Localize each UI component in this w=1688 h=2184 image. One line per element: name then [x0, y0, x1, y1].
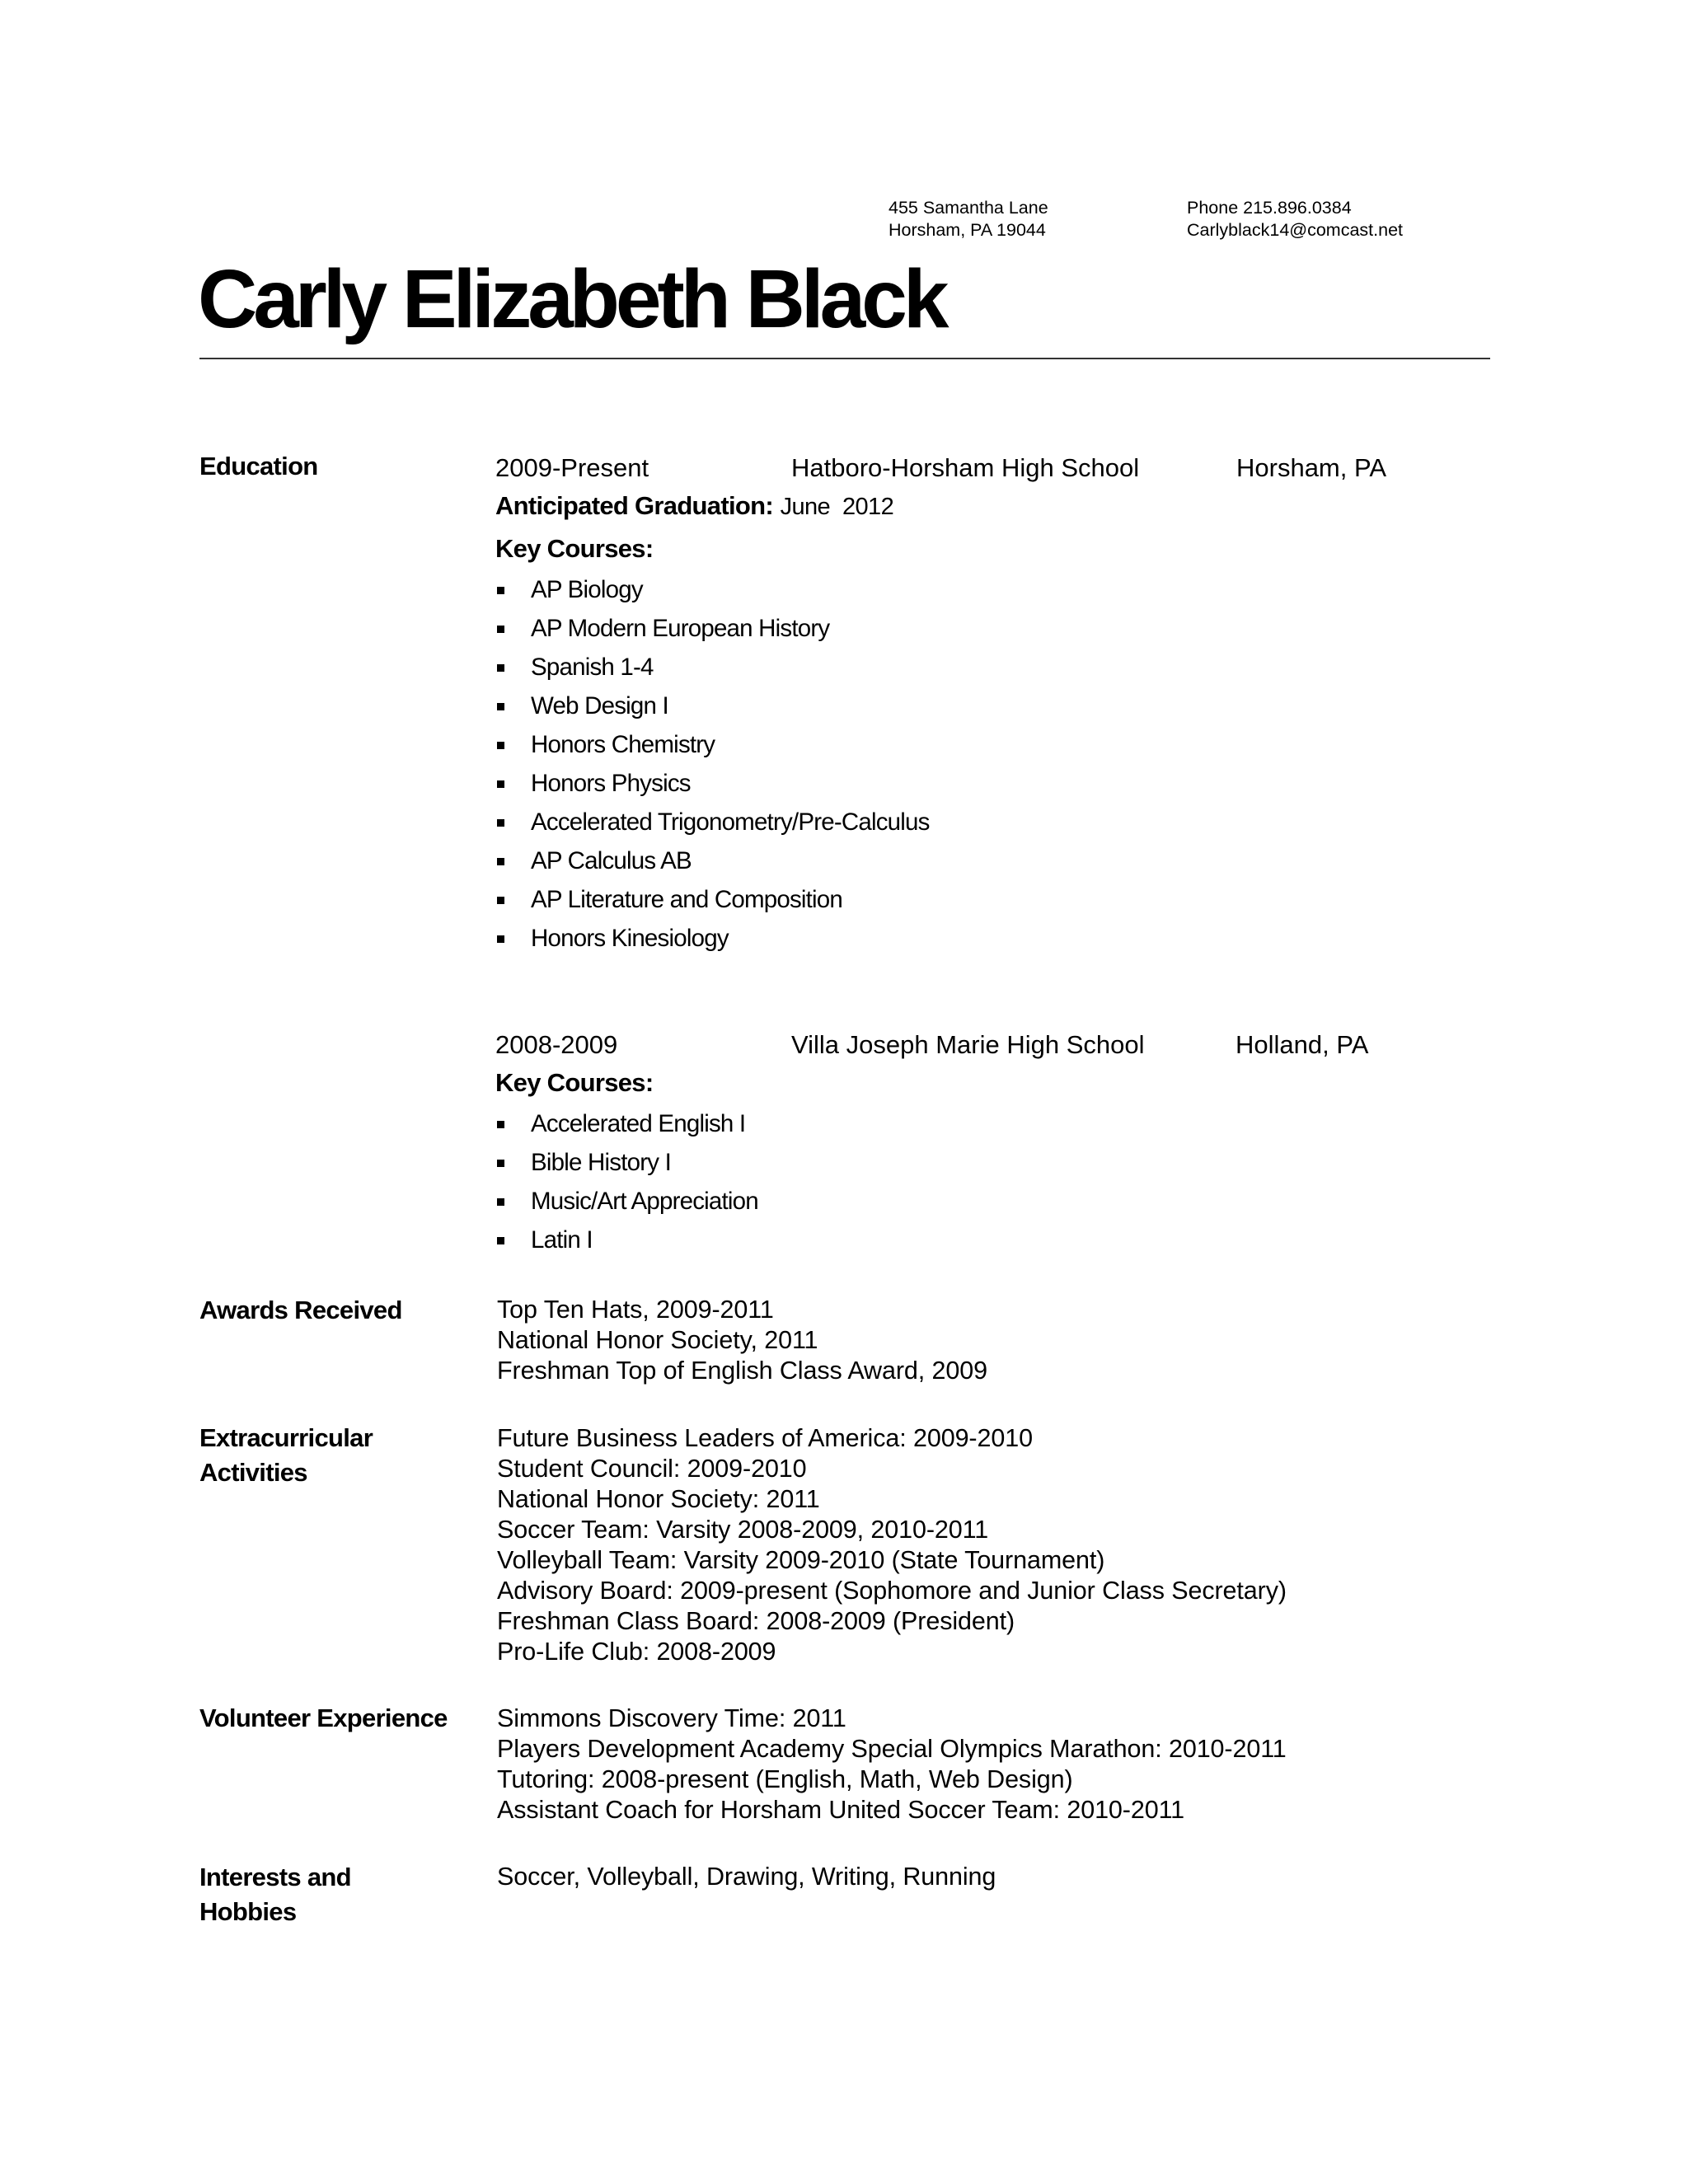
course-item — [491, 687, 930, 725]
volunteer-list — [497, 1704, 1287, 1825]
volunteer-label: Volunteer Experience — [199, 1704, 448, 1732]
bullet-icon — [497, 664, 504, 672]
course-name: Bible History I — [531, 1149, 671, 1176]
course-name: AP Literature and Composition — [531, 886, 843, 913]
course-item — [491, 841, 930, 880]
course-name: AP Modern European History — [531, 615, 830, 642]
course-item — [491, 609, 930, 648]
bullet-icon — [497, 703, 504, 710]
activity-item: Student Council: 2009-2010 — [497, 1455, 807, 1483]
bullet-icon — [497, 1121, 504, 1128]
course-item — [491, 1182, 758, 1221]
volunteer-item: Assistant Coach for Horsham United Soccer Team: 2010-2011 — [497, 1796, 1185, 1824]
bullet-icon — [497, 1160, 504, 1167]
course-item — [491, 1104, 758, 1143]
school1-location: Horsham, PA — [1236, 453, 1387, 482]
volunteer-item: Simmons Discovery Time: 2011 — [497, 1704, 846, 1732]
interests-label-line-2: Hobbies — [199, 1897, 297, 1926]
course-name: Honors Kinesiology — [531, 925, 729, 952]
bullet-icon — [497, 1198, 504, 1206]
course-name: Honors Chemistry — [531, 731, 715, 758]
bullet-icon — [497, 587, 504, 594]
graduation-value: June 2012 — [780, 494, 894, 520]
awards-label: Awards Received — [199, 1296, 402, 1324]
course-name: Accelerated English I — [531, 1110, 746, 1137]
extracurricular-label-line-2: Activities — [199, 1458, 307, 1487]
bullet-icon — [497, 780, 504, 788]
course-name: Honors Physics — [531, 770, 691, 797]
bullet-icon — [497, 897, 504, 904]
course-item — [491, 725, 930, 764]
activity-item: Pro-Life Club: 2008-2009 — [497, 1638, 776, 1666]
contact-block — [1187, 197, 1403, 241]
course-item — [491, 648, 930, 687]
school2-courses-label: Key Courses: — [495, 1068, 654, 1097]
graduation-label: Anticipated Graduation: — [495, 491, 773, 520]
bullet-icon — [497, 935, 504, 943]
header-divider — [199, 358, 1490, 359]
graduation-line — [495, 489, 893, 524]
course-name: Spanish 1-4 — [531, 654, 654, 681]
award-item: Freshman Top of English Class Award, 2009 — [497, 1357, 987, 1385]
school2-name: Villa Joseph Marie High School — [791, 1030, 1145, 1059]
activity-item: Volleyball Team: Varsity 2009-2010 (State Tournament) — [497, 1546, 1105, 1574]
volunteer-item: Players Development Academy Special Olympics Marathon: 2010-2011 — [497, 1735, 1287, 1763]
school1-name: Hatboro-Horsham High School — [791, 453, 1140, 482]
education-label: Education — [199, 452, 318, 480]
award-item: Top Ten Hats, 2009-2011 — [497, 1296, 774, 1324]
school1-years: 2009-Present — [495, 453, 649, 482]
course-item — [491, 764, 930, 803]
address-line-2: Horsham, PA 19044 — [889, 220, 1046, 240]
activity-item: National Honor Society: 2011 — [497, 1485, 820, 1513]
volunteer-item: Tutoring: 2008-present (English, Math, Web Design) — [497, 1765, 1073, 1793]
activity-item: Future Business Leaders of America: 2009-2010 — [497, 1424, 1033, 1452]
award-item: National Honor Society, 2011 — [497, 1326, 818, 1354]
address-block — [889, 197, 1048, 241]
interests-list — [497, 1862, 996, 1892]
bullet-icon — [497, 858, 504, 865]
bullet-icon — [497, 819, 504, 827]
email-address: Carlyblack14@comcast.net — [1187, 220, 1404, 240]
extracurricular-label-line-1: Extracurricular — [199, 1423, 373, 1452]
course-name: Accelerated Trigonometry/Pre-Calculus — [531, 808, 930, 836]
course-name: AP Biology — [531, 576, 643, 603]
course-item — [491, 1221, 758, 1259]
school1-course-list — [491, 570, 930, 958]
interests-label-line-1: Interests and — [199, 1863, 351, 1891]
resume-name: Carly Elizabeth Black — [198, 253, 945, 345]
activity-item: Freshman Class Board: 2008-2009 (President) — [497, 1607, 1015, 1635]
awards-list — [497, 1295, 987, 1386]
bullet-icon — [497, 1237, 504, 1244]
school1-courses-label: Key Courses: — [495, 534, 654, 563]
phone-number: Phone 215.896.0384 — [1187, 198, 1352, 218]
course-item — [491, 880, 930, 919]
course-item — [491, 803, 930, 841]
course-item — [491, 919, 930, 958]
school2-location: Holland, PA — [1236, 1030, 1369, 1059]
activity-item: Soccer Team: Varsity 2008-2009, 2010-2011 — [497, 1516, 989, 1544]
school2-years: 2008-2009 — [495, 1030, 618, 1059]
course-name: AP Calculus AB — [531, 847, 692, 874]
address-line-1: 455 Samantha Lane — [889, 198, 1048, 218]
course-item — [491, 570, 930, 609]
bullet-icon — [497, 626, 504, 633]
bullet-icon — [497, 742, 504, 749]
interests-text: Soccer, Volleyball, Drawing, Writing, Running — [497, 1863, 996, 1891]
course-item — [491, 1143, 758, 1182]
school2-course-list — [491, 1104, 758, 1259]
extracurricular-list — [497, 1423, 1287, 1667]
course-name: Web Design I — [531, 692, 668, 719]
activity-item: Advisory Board: 2009-present (Sophomore and Junior Class Secretary) — [497, 1577, 1287, 1605]
course-name: Music/Art Appreciation — [531, 1188, 758, 1215]
course-name: Latin I — [531, 1226, 593, 1254]
